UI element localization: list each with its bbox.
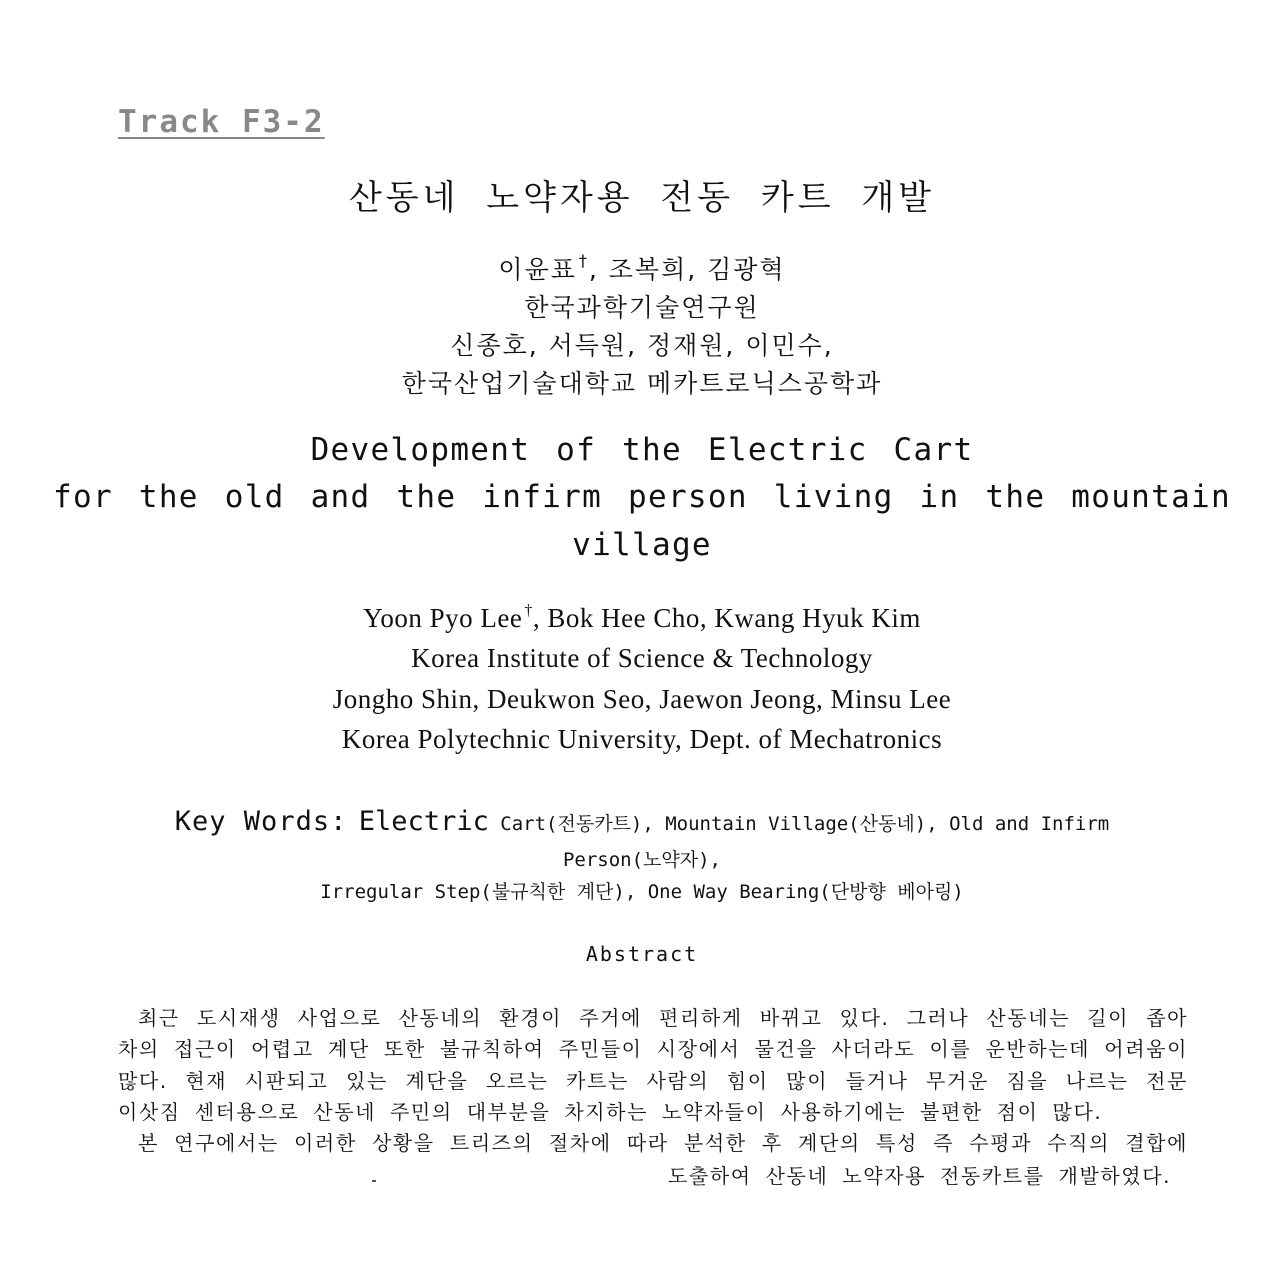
english-coauthors: , Bok Hee Cho, Kwang Hyuk Kim: [532, 603, 921, 633]
korean-affiliation-1: 한국과학기술연구원: [524, 293, 760, 322]
keywords-line-2: Person(노약자),: [562, 849, 721, 871]
abstract-line-2: 차의 접근이 어렵고 계단 또한 불규칙하여 주민들이 시장에서 물건을 사더라도 이를 운반하는데 어려움이: [118, 1037, 1188, 1061]
english-corresponding-mark: †: [524, 602, 533, 619]
english-title-line-2: for the old and the infirm person living in the mountain: [53, 479, 1231, 515]
abstract-line-1: 최근 도시재생 사업으로 산동네의 환경이 주거에 편리하게 바뀌고 있다. 그러나 산동네는 길이 좁아: [138, 1006, 1188, 1030]
keywords-label: Key Words:: [174, 806, 348, 837]
english-affiliation-1: Korea Institute of Science & Technology: [411, 643, 873, 673]
abstract-title: Abstract: [585, 942, 699, 966]
korean-affiliation-2: 한국산업기술대학교 메카트로닉스공학과: [401, 369, 883, 398]
english-title-line-3: village: [572, 527, 712, 563]
korean-first-author: 이윤표: [498, 255, 577, 284]
english-authors-2: Jongho Shin, Deukwon Seo, Jaewon Jeong, Minsu Lee: [332, 684, 952, 714]
abstract-line-3: 많다. 현재 시판되고 있는 계단을 오르는 카트는 사람의 힘이 많이 들거나 무거운 짐을 나르는 전문: [118, 1069, 1188, 1093]
track-label: Track F3-2: [118, 104, 325, 140]
keywords-first-word: Electric: [358, 806, 489, 837]
corresponding-mark: †: [578, 251, 589, 270]
korean-authors-1: [0, 250, 1284, 286]
english-first-author: Yoon Pyo Lee: [363, 603, 523, 633]
abstract-line-4: 이삿짐 센터용으로 산동네 주민의 대부분을 차지하는 노약자들이 사용하기에는 불편한 점이 많다.: [118, 1100, 1103, 1124]
keywords-line-1: [0, 806, 1284, 837]
keywords-line-3: Irregular Step(불규칙한 계단), One Way Bearing(단방향 베아링): [320, 881, 964, 903]
english-title-line-1: Development of the Electric Cart: [310, 432, 974, 468]
english-affiliation-2: Korea Polytechnic University, Dept. of Mechatronics: [341, 724, 943, 754]
korean-title: 산동네 노약자용 전동 카트 개발: [348, 178, 936, 218]
korean-coauthors: , 조복희, 김광혁: [588, 255, 786, 284]
english-authors-1: [0, 602, 1284, 634]
scan-speck: [372, 1180, 376, 1182]
abstract-line-5: 본 연구에서는 이러한 상황을 트리즈의 절차에 따라 분석한 후 계단의 특성 즉 수평과 수직의 결합에: [138, 1131, 1188, 1155]
korean-authors-2: 신종호, 서득원, 정재원, 이민수,: [450, 331, 834, 360]
keywords-line-1-rest: Cart(전동카트), Mountain Village(산동네), Old and Infirm: [500, 813, 1110, 835]
abstract-line-6: 도출하여 산동네 노약자용 전동카트를 개발하였다.: [668, 1164, 1172, 1188]
